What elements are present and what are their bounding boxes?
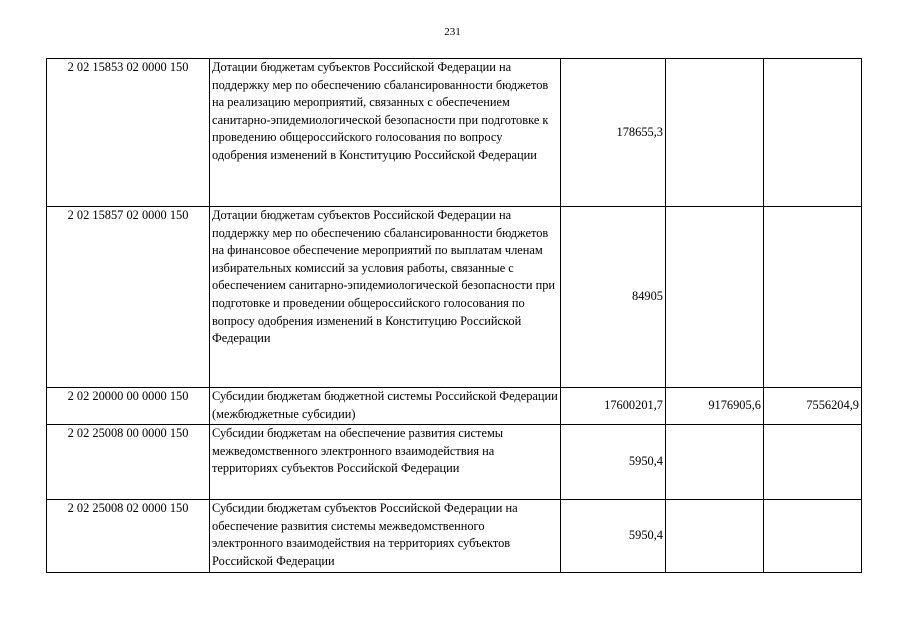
amount-cell-1: 5950,4	[561, 500, 666, 573]
budget-code-cell: 2 02 15857 02 0000 150	[47, 207, 210, 388]
table-row	[47, 59, 862, 207]
description-cell: Дотации бюджетам субъектов Российской Федерации на поддержку мер по обеспечению сбалансированности бюджетов на финансовое обеспечение мероприятий по выплатам членам избирательных комиссий за условия работы, связанные с обеспечением санитарно-эпидемиологической безопасности при подготовке и проведении общероссийского голосования по вопросу одобрения изменений в Конституцию Российской Федерации	[210, 207, 561, 388]
description-cell: Субсидии бюджетам на обеспечение развития системы межведомственного электронного взаимодействия на территориях субъектов Российской Федерации	[210, 425, 561, 500]
budget-code-cell: 2 02 25008 00 0000 150	[47, 425, 210, 500]
table-row	[47, 388, 862, 425]
table-row	[47, 500, 862, 573]
budget-code-cell: 2 02 20000 00 0000 150	[47, 388, 210, 425]
amount-cell-1: 5950,4	[561, 425, 666, 500]
budget-code-cell: 2 02 15853 02 0000 150	[47, 59, 210, 207]
amount-cell-1: 17600201,7	[561, 388, 666, 425]
amount-cell-3	[764, 59, 862, 207]
amount-cell-1: 178655,3	[561, 59, 666, 207]
amount-cell-2	[666, 425, 764, 500]
amount-cell-3	[764, 207, 862, 388]
amount-cell-3: 7556204,9	[764, 388, 862, 425]
amount-cell-2	[666, 59, 764, 207]
amount-cell-1: 84905	[561, 207, 666, 388]
description-cell: Субсидии бюджетам бюджетной системы Российской Федерации (межбюджетные субсидии)	[210, 388, 561, 425]
description-cell: Субсидии бюджетам субъектов Российской Федерации на обеспечение развития системы межведомственного электронного взаимодействия на территориях субъектов Российской Федерации	[210, 500, 561, 573]
amount-cell-3	[764, 500, 862, 573]
budget-revenue-table	[46, 58, 862, 573]
amount-cell-2	[666, 207, 764, 388]
amount-cell-2: 9176905,6	[666, 388, 764, 425]
table-row	[47, 207, 862, 388]
amount-cell-2	[666, 500, 764, 573]
page-number: 231	[444, 26, 461, 38]
budget-code-cell: 2 02 25008 02 0000 150	[47, 500, 210, 573]
amount-cell-3	[764, 425, 862, 500]
table-row	[47, 425, 862, 500]
description-cell: Дотации бюджетам субъектов Российской Федерации на поддержку мер по обеспечению сбалансированности бюджетов на реализацию мероприятий, связанных с обеспечением санитарно-эпидемиологической безопасности при подготовке к проведению общероссийского голосования по вопросу одобрения изменений в Конституцию Российской Федерации	[210, 59, 561, 207]
